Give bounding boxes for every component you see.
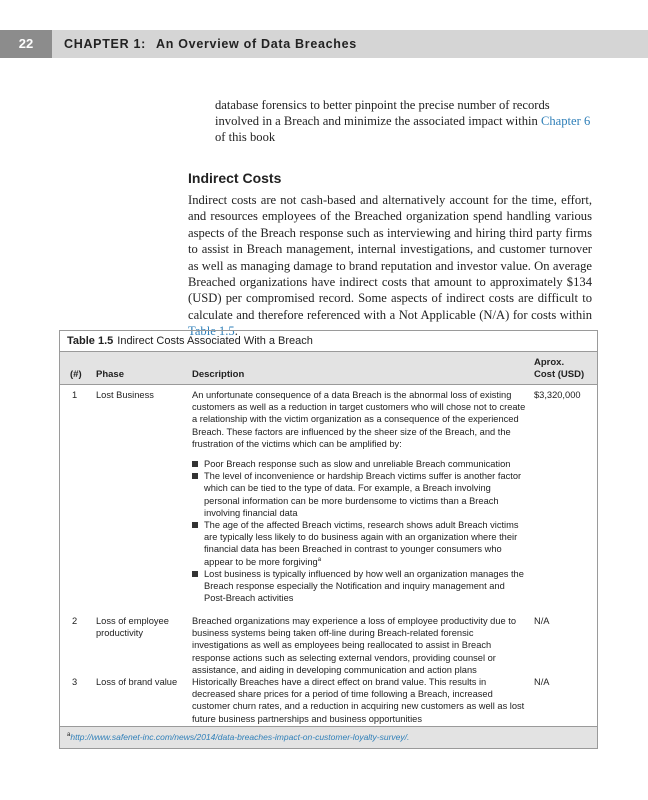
header-num: (#) — [70, 369, 82, 380]
row-cost: $3,320,000 — [534, 390, 581, 400]
row-description-text: An unfortunate consequence of a data Breach is the abnormal loss of existing customers as well as a reduction in target customers who will chose not to create a relationship with the victim organization as a consequence of the experienced Breach. These factors are influenced by the sheer size of the Breach, and the frustration of the victims which can be amplified by: — [192, 390, 526, 449]
table-footnote — [60, 726, 597, 748]
table-label: Table 1.5 — [67, 335, 114, 347]
header-description: Description — [192, 369, 245, 380]
row-num: 2 — [72, 616, 78, 626]
chapter-6-link[interactable]: Chapter 6 — [540, 114, 591, 128]
header-phase: Phase — [96, 369, 124, 380]
table-1-5-link[interactable]: Table 1.5 — [188, 324, 235, 339]
table-caption — [60, 331, 597, 352]
row-description: Historically Breaches have a direct effect on brand value. This results in decreased share prices for a period of time following a Breach, increased customer churn rates, and a reduction in acquiring new customers as well as lost future business partnerships and business opportunities — [192, 677, 525, 724]
row-description — [192, 389, 529, 604]
continuation-text-end: of this book — [215, 130, 276, 144]
row-cost: N/A — [534, 677, 550, 687]
indirect-costs-table — [59, 330, 598, 749]
row-num: 3 — [72, 677, 78, 687]
section-heading: Indirect Costs — [188, 170, 282, 186]
bullet-text: The age of the affected Breach victims, research shows adult Breach victims are typically less likely to do business again with an organization where their financial data has been Breached in contrast to younger consumers who appear to be more forgiving — [204, 520, 519, 567]
bullet-item: Poor Breach response such as slow and unreliable Breach communication — [192, 458, 529, 470]
row-description: Breached organizations may experience a loss of employee productivity due to business systems being taken off-line during Breach-related forensic investigations as well as employees being reallocated to assist in Breach response actions such as selecting external vendors, providing counsel or assistance, and aiding in developing communication and action plans — [192, 616, 517, 675]
table-header-row — [60, 352, 597, 385]
body-text: Indirect costs are not cash-based and alternatively account for the time, effort, and resources employees of the Breached organization spend handling various aspects of the Breach response such as interviewing and hiring third party firms to assist in Breach management, internal investigations, and customer turnover as well as managing damage to brand reputation and investor value. On average Breached organizations have indirect costs that amount to approximately $134 (USD) per compromised record. Some aspects of indirect costs are difficult to calculate and therefore referenced with a Not Applicable (N/A) for costs within — [188, 193, 592, 322]
row-phase: Lost Business — [96, 390, 154, 400]
running-header — [0, 30, 648, 58]
table-title: Indirect Costs Associated With a Breach — [117, 335, 313, 347]
bullet-item: Lost business is typically influenced by how well an organization manages the Breach response especially the Notification and inquiry management and Post-Breach activities — [192, 568, 529, 605]
chapter-title: An Overview of Data Breaches — [156, 37, 357, 51]
bullet-item: The level of inconvenience or hardship Breach victims suffer is another factor which can be tied to the type of data. For example, a Breach involving personal information can be more burdensome to victims than a Breach involving financial data — [192, 470, 529, 519]
row-phase: Loss of employee productivity — [96, 616, 169, 639]
body-paragraph — [188, 192, 592, 340]
header-cost — [534, 357, 594, 381]
chapter-label: CHAPTER 1: — [64, 37, 147, 51]
footnote-marker: a — [317, 556, 322, 563]
bullet-list — [192, 458, 529, 604]
continuation-text: database forensics to better pinpoint the precise number of records involved in a Breach and minimize the associated impact within — [215, 98, 550, 128]
row-num: 1 — [72, 390, 78, 400]
page-number: 22 — [0, 30, 52, 58]
bullet-item — [192, 519, 529, 568]
row-cost: N/A — [534, 616, 550, 626]
header-cost-line2: Cost (USD) — [534, 369, 585, 380]
header-cost-line1: Aprox. — [534, 357, 565, 368]
footnote-mark: a — [67, 732, 71, 739]
body-text-end: . — [234, 324, 238, 339]
continuation-paragraph — [215, 97, 595, 145]
chapter-heading — [64, 30, 357, 58]
row-phase: Loss of brand value — [96, 677, 178, 687]
footnote-link[interactable]: http://www.safenet-inc.com/news/2014/data-breaches-impact-on-customer-loyalty-survey/. — [70, 732, 410, 742]
